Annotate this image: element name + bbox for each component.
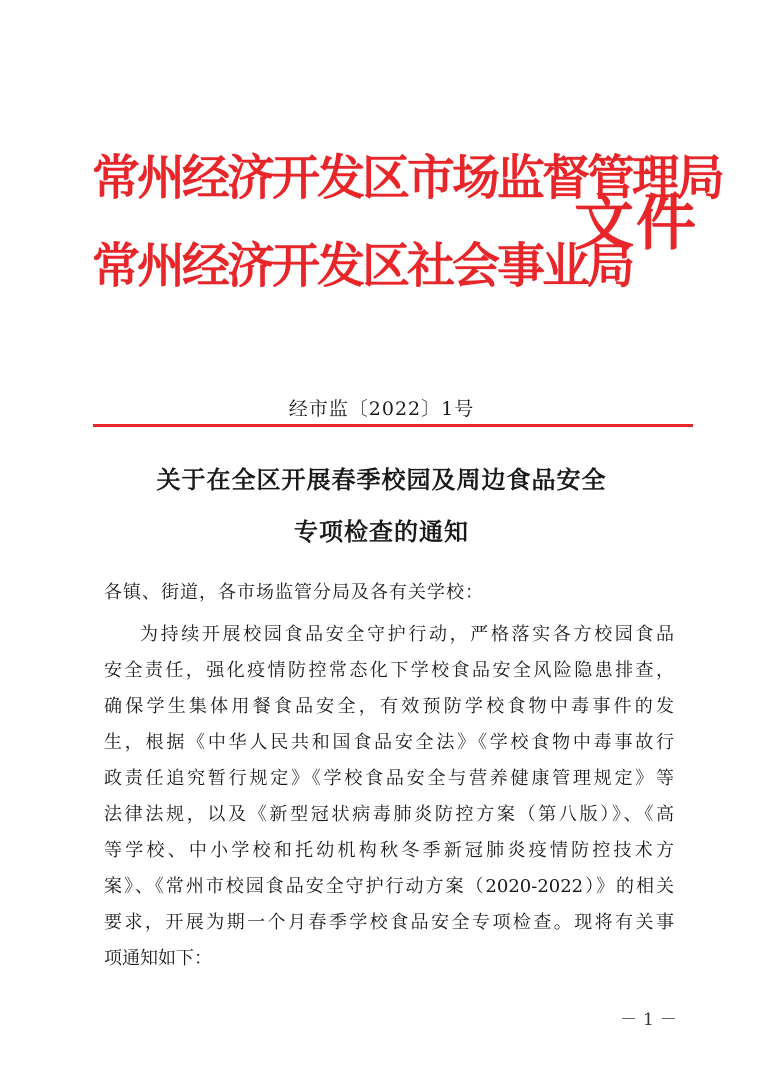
issuer-name-1: 常州经济开发区市场监督管理局 xyxy=(92,150,723,206)
page-number: －1－ xyxy=(620,1010,683,1030)
document-title-line-1: 关于在全区开展春季校园及周边食品安全 xyxy=(156,465,607,494)
document-number: 经市监〔2022〕1号 xyxy=(288,398,475,420)
body-line: 生，根据《中华人民共和国食品安全法》《学校食物中毒事故行 xyxy=(104,732,674,753)
body-line: 案》、《常州市校园食品安全守护行动方案（2020-2022）》的相关 xyxy=(104,876,674,897)
red-divider-line xyxy=(93,424,693,427)
body-line: 等学校、中小学校和托幼机构秋冬季新冠肺炎疫情防控技术方 xyxy=(104,840,674,861)
red-header xyxy=(92,148,723,318)
body-line: 为持续开展校园食品安全守护行动，严格落实各方校园食品 xyxy=(140,624,674,645)
body-line: 项通知如下： xyxy=(104,948,212,969)
body-line: 政责任追究暂行规定》《学校食品安全与营养健康管理规定》等 xyxy=(104,768,674,789)
body-line: 法律法规，以及《新型冠状病毒肺炎防控方案（第八版）》、《高 xyxy=(104,804,674,825)
issuer-name-2: 常州经济开发区社会事业局 xyxy=(92,238,633,294)
body-line: 要求，开展为期一个月春季学校食品安全专项检查。现将有关事 xyxy=(104,912,674,933)
document-type-label: 文件 xyxy=(574,189,698,259)
document-title-line-2: 专项检查的通知 xyxy=(294,517,469,546)
body-line: 安全责任，强化疫情防控常态化下学校食品安全风险隐患排查， xyxy=(104,660,674,681)
salutation: 各镇、街道，各市场监管分局及各有关学校： xyxy=(104,582,484,603)
body-line: 确保学生集体用餐食品安全，有效预防学校食物中毒事件的发 xyxy=(104,696,674,717)
